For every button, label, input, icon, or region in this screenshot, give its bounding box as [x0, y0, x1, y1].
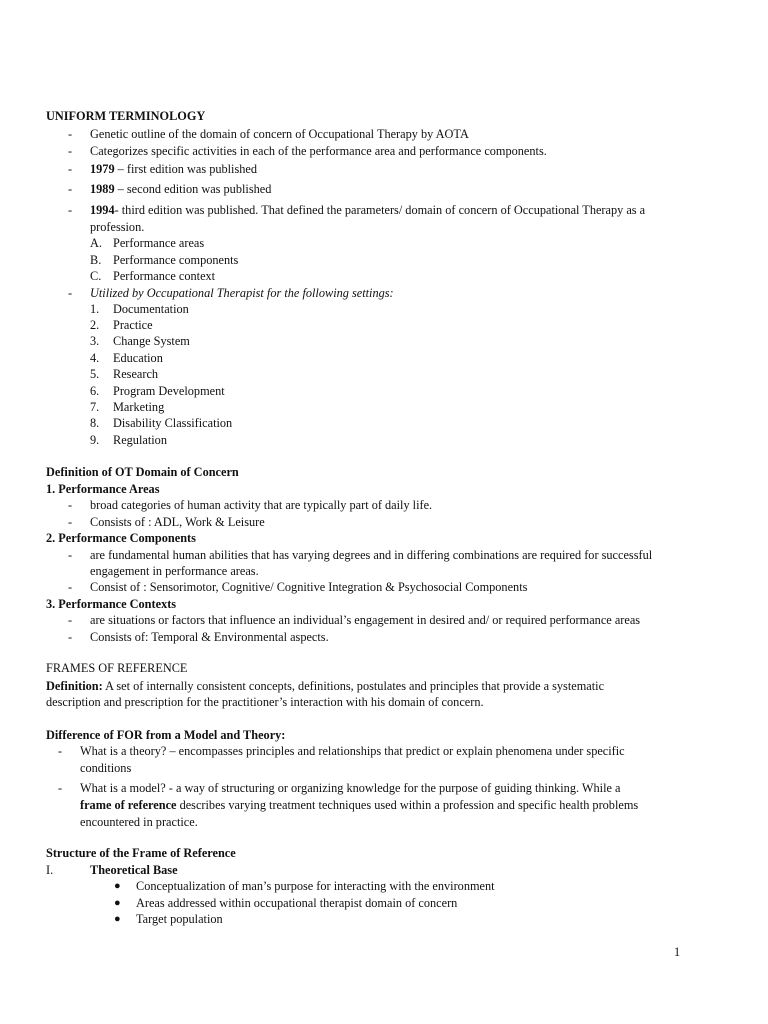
dash-marker: - [68, 498, 73, 512]
dash-marker: - [58, 781, 63, 795]
list-marker: 9. [90, 433, 100, 447]
edition-year: 1994 [90, 203, 115, 217]
dash-marker: - [68, 182, 73, 196]
list-item-text: Genetic outline of the domain of concern of Occupational Therapy by AOTA [90, 127, 469, 141]
bullet-icon: ● [114, 880, 121, 892]
heading-structure-for: Structure of the Frame of Reference [46, 846, 236, 860]
dash-marker: - [68, 613, 73, 627]
edition-year: 1979 [90, 162, 115, 176]
list-item-text: Consists of: Temporal & Environmental aspects. [90, 630, 329, 644]
page-number: 1 [674, 945, 681, 959]
edition-continuation: profession. [90, 220, 145, 234]
heading-difference-of-for: Difference of FOR from a Model and Theory: [46, 728, 286, 742]
dash-marker: - [68, 162, 73, 176]
list-item-text: Practice [113, 318, 153, 332]
definition-text: A set of internally consistent concepts, definitions, postulates and principles that provide a systematic [102, 679, 605, 693]
dash-marker: - [68, 630, 73, 644]
list-marker: 5. [90, 367, 100, 381]
dash-marker: - [68, 144, 73, 158]
dash-marker: - [68, 203, 73, 217]
edition-line [90, 202, 645, 218]
dash-marker: - [68, 548, 73, 562]
list-marker: A. [90, 236, 102, 250]
list-marker: 7. [90, 400, 100, 414]
roman-marker: I. [46, 863, 54, 877]
list-item-text: broad categories of human activity that are typically part of daily life. [90, 498, 433, 512]
theory-continuation: conditions [80, 761, 132, 775]
model-text-2: describes varying treatment techniques used within a profession and specific health problems [176, 798, 639, 812]
list-item-text: Performance context [113, 269, 216, 283]
list-item-text: Regulation [113, 433, 167, 447]
list-marker: 2. [90, 318, 100, 332]
edition-line [90, 161, 257, 177]
settings-intro: Utilized by Occupational Therapist for the following settings: [90, 286, 394, 300]
list-marker: C. [90, 269, 102, 283]
list-item-text: Conceptualization of man’s purpose for interacting with the environment [136, 879, 495, 893]
list-item-text: Marketing [113, 400, 165, 414]
list-item-text: Target population [136, 912, 223, 926]
list-item-text: Documentation [113, 302, 189, 316]
subheading-performance-components: 2. Performance Components [46, 531, 196, 545]
list-item-text: Performance areas [113, 236, 205, 250]
edition-year: 1989 [90, 182, 115, 196]
list-item-text: are fundamental human abilities that has varying degrees and in differing combinations are required for successful [90, 548, 653, 562]
list-item-text: Program Development [113, 384, 225, 398]
edition-text: - third edition was published. That defined the parameters/ domain of concern of Occupational Therapy as a [114, 203, 646, 217]
heading-uniform-terminology: UNIFORM TERMINOLOGY [46, 109, 206, 123]
list-item-text: Disability Classification [113, 416, 233, 430]
list-item-text: Categorizes specific activities in each of the performance area and performance components. [90, 144, 547, 158]
list-item-continuation: engagement in performance areas. [90, 564, 259, 578]
subheading-performance-areas: 1. Performance Areas [46, 482, 160, 496]
definition-line [46, 678, 604, 694]
dash-marker: - [68, 127, 73, 141]
model-bold-term: frame of reference [80, 798, 177, 812]
dash-marker: - [68, 286, 73, 300]
list-item-text: Research [113, 367, 159, 381]
list-marker: 6. [90, 384, 100, 398]
bullet-icon: ● [114, 897, 121, 909]
edition-text: – first edition was published [114, 162, 258, 176]
list-item-text: are situations or factors that influence an individual’s engagement in desired and/ or required performance areas [90, 613, 641, 627]
list-item-text: Areas addressed within occupational therapist domain of concern [136, 896, 458, 910]
list-item-text: Consists of : ADL, Work & Leisure [90, 515, 265, 529]
dash-marker: - [58, 744, 63, 758]
heading-ot-domain: Definition of OT Domain of Concern [46, 465, 239, 479]
list-marker: B. [90, 253, 102, 267]
definition-label: Definition: [46, 679, 103, 693]
bullet-icon: ● [114, 913, 121, 925]
theory-text: What is a theory? – encompasses principles and relationships that predict or explain phenomena under specific [80, 744, 625, 758]
model-line-2 [80, 797, 638, 813]
subheading-performance-contexts: 3. Performance Contexts [46, 597, 177, 611]
model-continuation: encountered in practice. [80, 815, 198, 829]
edition-line [90, 181, 271, 197]
dash-marker: - [68, 515, 73, 529]
list-marker: 4. [90, 351, 100, 365]
dash-marker: - [68, 580, 73, 594]
list-marker: 1. [90, 302, 100, 316]
list-item-text: Consist of : Sensorimotor, Cognitive/ Cognitive Integration & Psychosocial Components [90, 580, 528, 594]
list-item-text: Performance components [113, 253, 239, 267]
list-marker: 3. [90, 334, 100, 348]
heading-frames-of-reference: FRAMES OF REFERENCE [46, 661, 188, 675]
list-marker: 8. [90, 416, 100, 430]
list-item-text: Change System [113, 334, 190, 348]
edition-text: – second edition was published [114, 182, 272, 196]
definition-continuation: description and prescription for the practitioner’s interaction with his domain of concern. [46, 695, 484, 709]
list-item-text: Education [113, 351, 163, 365]
model-text: What is a model? - a way of structuring or organizing knowledge for the purpose of guiding thinking. While a [80, 781, 621, 795]
roman-item-title: Theoretical Base [90, 863, 178, 877]
